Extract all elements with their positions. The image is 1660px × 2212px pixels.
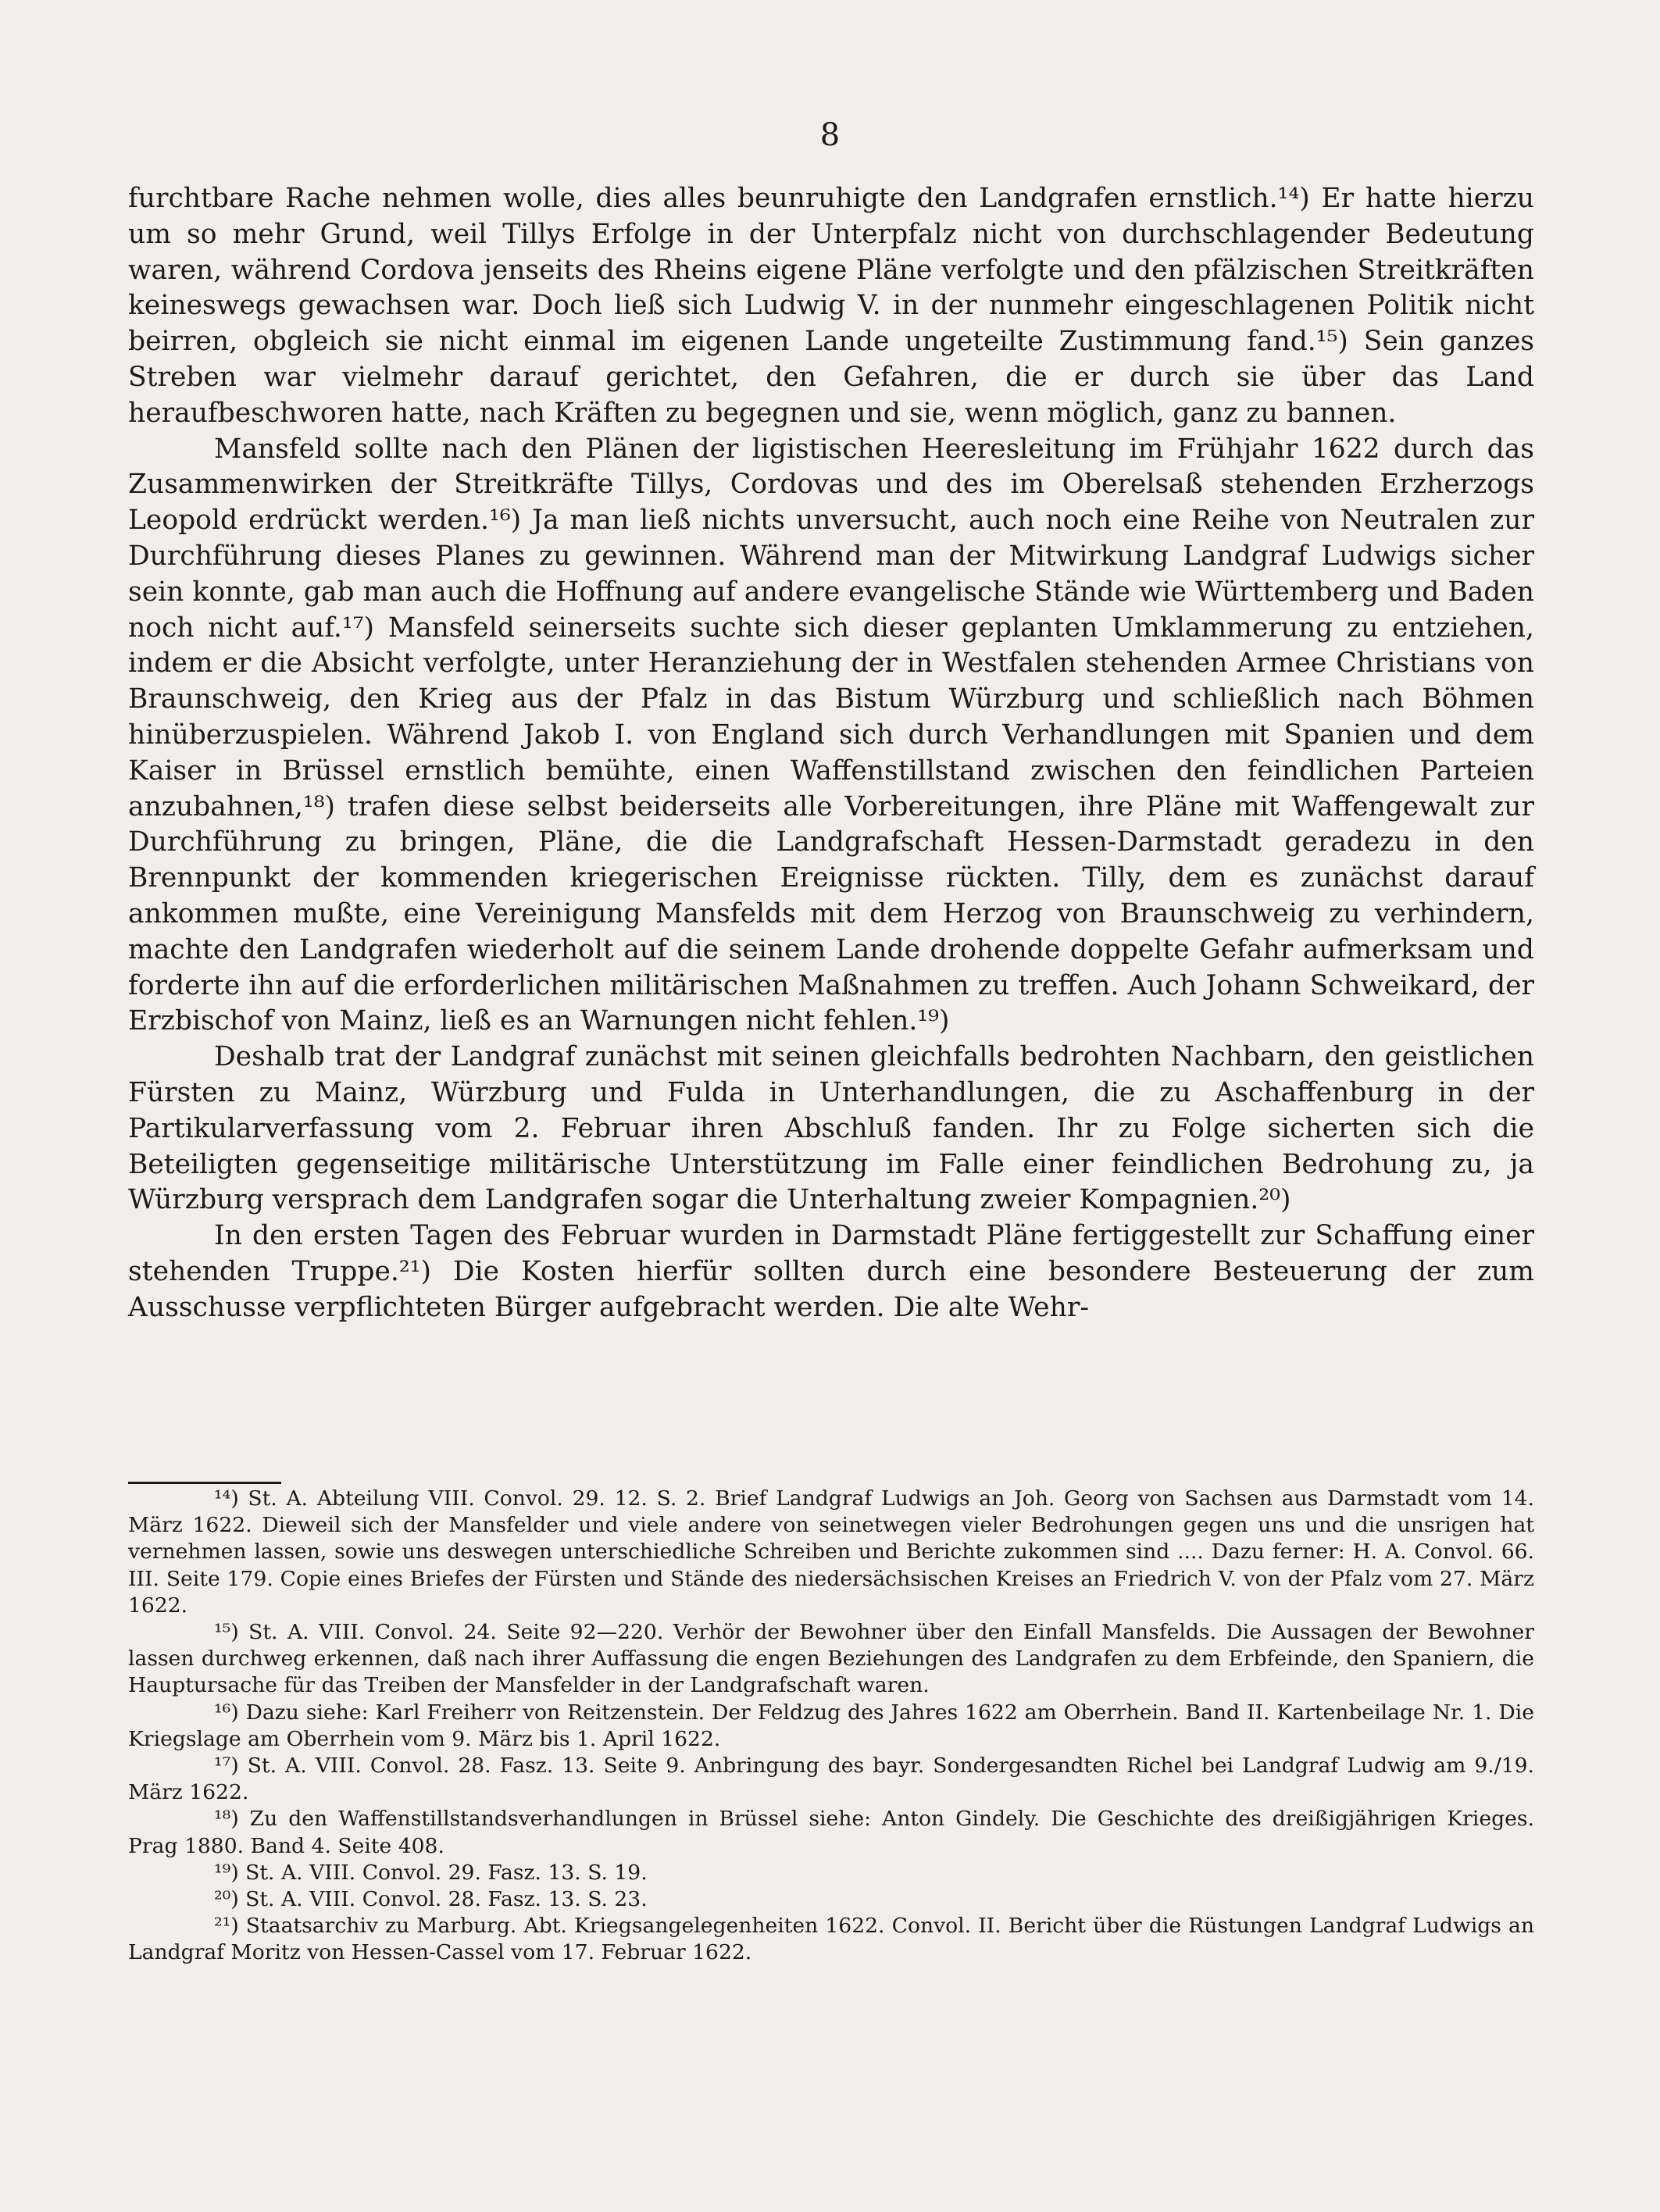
page-number: 8: [819, 117, 841, 153]
paragraph-4: In den ersten Tagen des Februar wurden in Darmstadt Pläne fertiggestellt zur Schaffung einer stehenden Truppe.²¹) Die Kosten hierfür sollten durch eine besondere Besteuerung der zum Ausschusse verpflichteten Bürger aufgebracht werden. Die alte Wehr-: [128, 1220, 1534, 1323]
footnote-18: ¹⁸) Zu den Waffenstillstandsverhandlungen in Brüssel siehe: Anton Gindely. Die Geschichte des dreißigjährigen Krieges. Prag 1880. Band 4. Seite 408.: [128, 1807, 1534, 1858]
footnote-15: ¹⁵) St. A. VIII. Convol. 24. Seite 92—220. Verhör der Bewohner über den Einfall Mansfelds. Die Aussagen der Bewohner lassen durchweg erkennen, daß nach ihrer Auffassung die engen Beziehungen des Landgrafen zu dem Erbfeinde, den Spaniern, die Hauptursache für das Treiben der Mansfelder in der Landgrafschaft waren.: [128, 1620, 1534, 1698]
paragraph-1: furchtbare Rache nehmen wolle, dies alles beunruhigte den Landgrafen ernstlich.¹⁴) Er hatte hierzu um so mehr Grund, weil Tillys Erfolge in der Unterpfalz nicht von durchschlagender Bedeutung waren, während Cordova jenseits des Rheins eigene Pläne verfolgte und den pfälzischen Streitkräften keineswegs gewachsen war. Doch ließ sich Ludwig V. in der nunmehr eingeschlagenen Politik nicht beirren, obgleich sie nicht einmal im eigenen Lande ungeteilte Zustimmung fand.¹⁵) Sein ganzes Streben war vielmehr darauf gerichtet, den Gefahren, die er durch sie über das Land heraufbeschworen hatte, nach Kräften zu begegnen und sie, wenn möglich, ganz zu bannen.: [128, 183, 1534, 429]
paragraph-2: Mansfeld sollte nach den Plänen der ligistischen Heeresleitung im Frühjahr 1622 durch das Zusammenwirken der Streitkräfte Tillys, Cordovas und des im Oberelsaß stehenden Erzherzogs Leopold erdrückt werden.¹⁶) Ja man ließ nichts unversucht, auch noch eine Reihe von Neutralen zur Durchführung dieses Planes zu gewinnen. Während man der Mitwirkung Landgraf Ludwigs sicher sein konnte, gab man auch die Hoffnung auf andere evangelische Stände wie Württemberg und Baden noch nicht auf.¹⁷) Mansfeld seinerseits suchte sich dieser geplanten Umklammerung zu entziehen, indem er die Absicht verfolgte, unter Heranziehung der in Westfalen stehenden Armee Christians von Braunschweig, den Krieg aus der Pfalz in das Bistum Würzburg und schließlich nach Böhmen hinüberzuspielen. Während Jakob I. von England sich durch Verhandlungen mit Spanien und dem Kaiser in Brüssel ernstlich bemühte, einen Waffenstillstand zwischen den feindlichen Parteien anzubahnen,¹⁸) trafen diese selbst beiderseits alle Vorbereitungen, ihre Pläne mit Waffengewalt zur Durchführung zu bringen, Pläne, die die Landgrafschaft Hessen-Darmstadt geradezu in den Brennpunkt der kommenden kriegerischen Ereignisse rückten. Tilly, dem es zunächst darauf ankommen mußte, eine Vereinigung Mansfelds mit dem Herzog von Braunschweig zu verhindern, machte den Landgrafen wiederholt auf die seinem Lande drohende doppelte Gefahr aufmerksam und forderte ihn auf die erforderlichen militärischen Maßnahmen zu treffen. Auch Johann Schweikard, der Erzbischof von Mainz, ließ es an Warnungen nicht fehlen.¹⁹): [128, 433, 1534, 1037]
footnote-21: ²¹) Staatsarchiv zu Marburg. Abt. Kriegsangelegenheiten 1622. Convol. II. Bericht über die Rüstungen Landgraf Ludwigs an Landgraf Moritz von Hessen-Cassel vom 17. Februar 1622.: [128, 1914, 1534, 1965]
footnote-19: ¹⁹) St. A. VIII. Convol. 29. Fasz. 13. S. 19.: [214, 1860, 648, 1885]
footnote-divider: [128, 1482, 281, 1484]
footnote-16: ¹⁶) Dazu siehe: Karl Freiherr von Reitzenstein. Der Feldzug des Jahres 1622 am Oberrhein. Band II. Kartenbeilage Nr. 1. Die Kriegslage am Oberrhein vom 9. März bis 1. April 1622.: [128, 1700, 1534, 1751]
paragraph-3: Deshalb trat der Landgraf zunächst mit seinen gleichfalls bedrohten Nachbarn, den geistlichen Fürsten zu Mainz, Würzburg und Fulda in Unterhandlungen, die zu Aschaffenburg in der Partikularverfassung vom 2. Februar ihren Abschluß fanden. Ihr zu Folge sicherten sich die Beteiligten gegenseitige militärische Unterstützung im Falle einer feindlichen Bedrohung zu, ja Würzburg versprach dem Landgrafen sogar die Unterhaltung zweier Kompagnien.²⁰): [128, 1041, 1534, 1216]
footnote-14: ¹⁴) St. A. Abteilung VIII. Convol. 29. 12. S. 2. Brief Landgraf Ludwigs an Joh. Georg von Sachsen aus Darmstadt vom 14. März 1622. Dieweil sich der Mansfelder und viele andere von seinetwegen vieler Bedrohungen gegen uns und die unsrigen hat vernehmen lassen, sowie uns deswegen unterschiedliche Schreiben und Berichte zukommen sind .... Dazu ferner: H. A. Convol. 66. III. Seite 179. Copie eines Briefes der Fürsten und Stände des niedersächsischen Kreises an Friedrich V. von der Pfalz vom 27. März 1622.: [128, 1486, 1534, 1618]
footnotes: [128, 1486, 1534, 1967]
footnote-20: ²⁰) St. A. VIII. Convol. 28. Fasz. 13. S. 23.: [214, 1887, 648, 1912]
footnote-17: ¹⁷) St. A. VIII. Convol. 28. Fasz. 13. Seite 9. Anbringung des bayr. Sondergesandten Richel bei Landgraf Ludwig am 9./19. März 1622.: [128, 1754, 1534, 1805]
body-text: [128, 181, 1534, 1326]
